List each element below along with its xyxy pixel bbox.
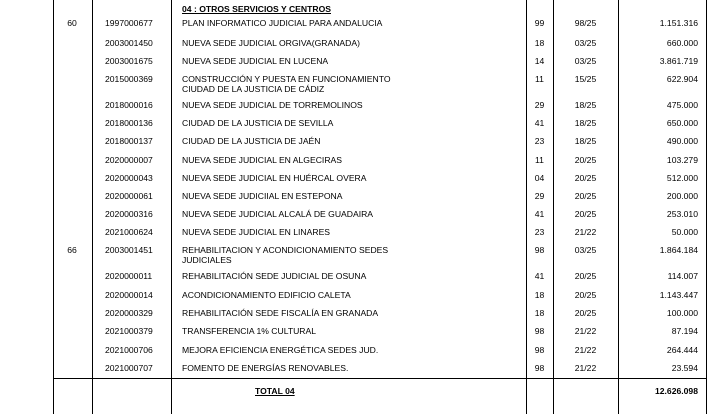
column-divider [53, 0, 54, 414]
project-description: TRANSFERENCIA 1% CULTURAL [182, 326, 317, 336]
project-code: 1997000677 [105, 18, 153, 28]
project-code: 2020000043 [105, 173, 153, 183]
amount: 622.904 [666, 74, 698, 84]
project-code: 2021000379 [105, 326, 153, 336]
amount: 660.000 [666, 38, 698, 48]
period: 20/25 [574, 290, 597, 300]
amount: 50.000 [671, 227, 698, 237]
project-description: NUEVA SEDE JUDICIAL ORGIVA(GRANADA) [182, 38, 360, 48]
period: 03/25 [574, 56, 597, 66]
project-code: 2003001450 [105, 38, 153, 48]
province-code: 11 [535, 155, 544, 165]
province-code: 41 [534, 209, 545, 219]
period: 20/25 [574, 308, 597, 318]
project-code: 2021000707 [105, 363, 153, 373]
province-code: 23 [534, 136, 545, 146]
amount: 512.000 [666, 173, 698, 183]
period: 21/22 [574, 326, 597, 336]
project-description: PLAN INFORMATICO JUDICIAL PARA ANDALUCIA [182, 18, 383, 28]
column-divider [553, 0, 554, 414]
column-divider [92, 0, 93, 414]
column-divider [171, 0, 172, 414]
project-description: CONSTRUCCIÓN Y PUESTA EN FUNCIONAMIENTO CIUDAD DE LA JUSTICIA DE CÁDIZ [182, 74, 391, 94]
period: 03/25 [574, 38, 597, 48]
province-code: 23 [534, 227, 545, 237]
province-code: 29 [534, 191, 545, 201]
period: 18/25 [574, 136, 597, 146]
column-divider [706, 0, 707, 414]
province-code: 98 [534, 345, 545, 355]
project-code: 2018000136 [105, 118, 153, 128]
province-code: 98 [534, 363, 545, 373]
province-code: 11 [535, 74, 544, 84]
project-description: REHABILITACIÓN SEDE FISCALÍA EN GRANADA [182, 308, 379, 318]
project-description: FOMENTO DE ENERGÍAS RENOVABLES. [182, 363, 349, 373]
province-code: 14 [534, 56, 545, 66]
total-separator [53, 378, 707, 379]
province-code: 41 [534, 271, 545, 281]
project-description: NUEVA SEDE JUDICIAL ALCALÁ DE GUADAIRA [182, 209, 374, 219]
period: 98/25 [574, 18, 597, 28]
amount: 23.594 [671, 363, 698, 373]
project-code: 2020000329 [105, 308, 153, 318]
amount: 1.864.184 [659, 245, 698, 255]
section-title: 04 : OTROS SERVICIOS Y CENTROS [182, 4, 331, 14]
project-description: NUEVA SEDE JUDICIAL EN ALGECIRAS [182, 155, 342, 165]
project-description: CIUDAD DE LA JUSTICIA DE SEVILLA [182, 118, 334, 128]
project-code: 2018000137 [105, 136, 153, 146]
province-code: 98 [534, 326, 545, 336]
amount: 114.007 [667, 271, 698, 281]
project-description: NUEVA SEDE JUDICIAL EN LINARES [182, 227, 331, 237]
project-description: NUEVA SEDE JUDICIAL DE TORREMOLINOS [182, 100, 363, 110]
project-code: 2003001675 [105, 56, 153, 66]
period: 18/25 [574, 100, 597, 110]
amount: 264.444 [666, 345, 698, 355]
project-code: 2020000014 [105, 290, 153, 300]
period: 21/22 [574, 345, 597, 355]
amount: 3.861.719 [659, 56, 698, 66]
period: 20/25 [574, 155, 597, 165]
project-code: 2015000369 [105, 74, 153, 84]
project-code: 2020000316 [105, 209, 153, 219]
province-code: 18 [534, 38, 545, 48]
province-code: 41 [534, 118, 545, 128]
province-code: 29 [534, 100, 545, 110]
amount: 475.000 [666, 100, 698, 110]
province-code: 04 [534, 173, 545, 183]
project-description: ACONDICIONAMIENTO EDIFICIO CALETA [182, 290, 351, 300]
period: 15/25 [574, 74, 597, 84]
project-code: 2020000011 [105, 271, 153, 281]
province-code: 18 [534, 308, 545, 318]
period: 20/25 [574, 209, 597, 219]
period: 20/25 [574, 191, 597, 201]
period: 20/25 [574, 173, 597, 183]
project-description: CIUDAD DE LA JUSTICIA DE JAÉN [182, 136, 321, 146]
project-description: MEJORA EFICIENCIA ENERGÉTICA SEDES JUD. [182, 345, 379, 355]
total-label: TOTAL 04 [255, 386, 295, 396]
program-code: 66 [67, 245, 77, 255]
amount: 650.000 [666, 118, 698, 128]
project-code: 2021000706 [105, 345, 153, 355]
project-code: 2020000007 [105, 155, 153, 165]
amount: 1.151.316 [659, 18, 698, 28]
period: 21/22 [574, 227, 597, 237]
project-code: 2021000624 [105, 227, 153, 237]
program-code: 60 [67, 18, 77, 28]
total-amount: 12.626.098 [654, 386, 698, 396]
period: 18/25 [574, 118, 597, 128]
project-description: NUEVA SEDE JUDICIAL EN HUÉRCAL OVERA [182, 173, 367, 183]
project-description: REHABILITACION Y ACONDICIONAMIENTO SEDES JUDICIALES [182, 245, 389, 265]
province-code: 98 [534, 245, 545, 255]
period: 03/25 [574, 245, 597, 255]
period: 21/22 [574, 363, 597, 373]
amount: 87.194 [671, 326, 698, 336]
project-description: REHABILITACIÓN SEDE JUDICIAL DE OSUNA [182, 271, 367, 281]
period: 20/25 [574, 271, 597, 281]
amount: 253.010 [666, 209, 698, 219]
project-code: 2018000016 [105, 100, 153, 110]
project-description: NUEVA SEDE JUDICIAL EN LUCENA [182, 56, 329, 66]
project-code: 2003001451 [105, 245, 153, 255]
province-code: 18 [534, 290, 545, 300]
project-description: NUEVA SEDE JUDICIIAL EN ESTEPONA [182, 191, 343, 201]
amount: 200.000 [666, 191, 698, 201]
amount: 100.000 [666, 308, 698, 318]
amount: 1.143.447 [659, 290, 698, 300]
amount: 490.000 [666, 136, 698, 146]
amount: 103.279 [666, 155, 698, 165]
project-code: 2020000061 [105, 191, 153, 201]
province-code: 99 [534, 18, 545, 28]
